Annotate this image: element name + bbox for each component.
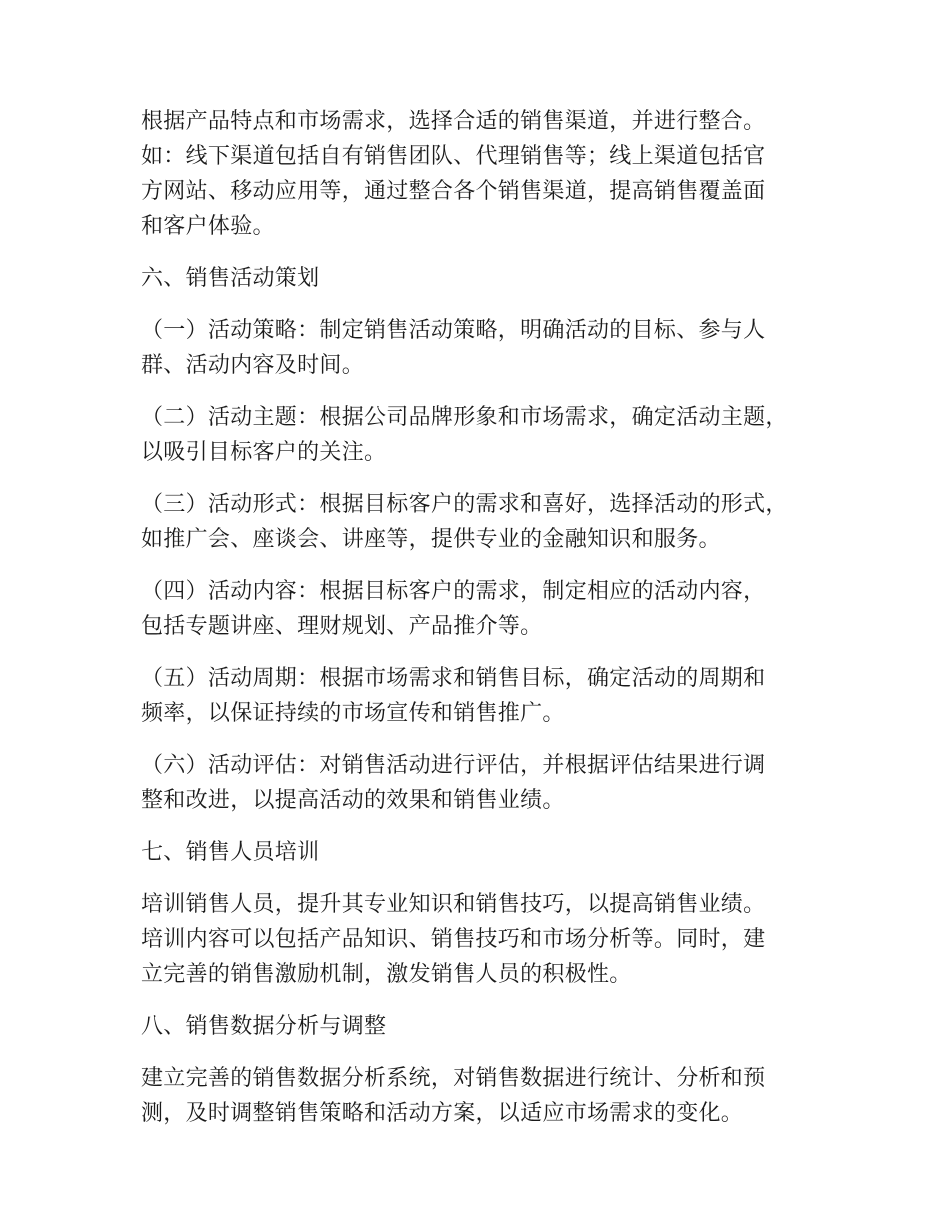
document-body — [141, 104, 831, 1131]
text-line: 以吸引目标客户的关注。 — [141, 440, 387, 465]
text-line: 培训销售人员，提升其专业知识和销售技巧，以提高销售业绩。 — [141, 892, 766, 917]
paragraph-sales-training — [141, 887, 831, 992]
text-line: （五）活动周期：根据市场需求和销售目标，确定活动的周期和 — [141, 666, 766, 691]
paragraph-activity-cycle — [141, 661, 831, 731]
text-line: 培训内容可以包括产品知识、销售技巧和市场分析等。同时，建 — [141, 927, 766, 952]
text-line: （四）活动内容：根据目标客户的需求，制定相应的活动内容， — [141, 579, 766, 604]
text-line: 群、活动内容及时间。 — [141, 353, 365, 378]
heading-text: 八、销售数据分析与调整 — [141, 1014, 387, 1039]
text-line: 根据产品特点和市场需求，选择合适的销售渠道，并进行整合。 — [141, 109, 766, 134]
paragraph-data-analysis — [141, 1061, 831, 1131]
text-line: （一）活动策略：制定销售活动策略，明确活动的目标、参与人 — [141, 318, 766, 343]
paragraph-activity-strategy — [141, 313, 831, 383]
paragraph-activity-format — [141, 487, 831, 557]
text-line: 和客户体验。 — [141, 214, 275, 239]
heading-text: 六、销售活动策划 — [141, 266, 320, 291]
heading-text: 七、销售人员培训 — [141, 840, 320, 865]
text-line: 频率，以保证持续的市场宣传和销售推广。 — [141, 701, 565, 726]
text-line: （二）活动主题：根据公司品牌形象和市场需求，确定活动主题， — [141, 405, 788, 430]
section-heading-7 — [141, 835, 831, 870]
section-heading-8 — [141, 1009, 831, 1044]
text-line: 方网站、移动应用等，通过整合各个销售渠道，提高销售覆盖面 — [141, 179, 766, 204]
text-line: （三）活动形式：根据目标客户的需求和喜好，选择活动的形式， — [141, 492, 788, 517]
text-line: 包括专题讲座、理财规划、产品推介等。 — [141, 614, 543, 639]
text-line: （六）活动评估：对销售活动进行评估，并根据评估结果进行调 — [141, 753, 766, 778]
paragraph-activity-content — [141, 574, 831, 644]
paragraph-activity-evaluation — [141, 748, 831, 818]
section-heading-6 — [141, 261, 831, 296]
text-line: 测，及时调整销售策略和活动方案，以适应市场需求的变化。 — [141, 1101, 744, 1126]
text-line: 立完善的销售激励机制，激发销售人员的积极性。 — [141, 962, 632, 987]
text-line: 如：线下渠道包括自有销售团队、代理销售等；线上渠道包括官 — [141, 144, 766, 169]
paragraph-channel-integration — [141, 104, 831, 244]
text-line: 如推广会、座谈会、讲座等，提供专业的金融知识和服务。 — [141, 527, 721, 552]
paragraph-activity-theme — [141, 400, 831, 470]
text-line: 建立完善的销售数据分析系统，对销售数据进行统计、分析和预 — [141, 1066, 766, 1091]
text-line: 整和改进，以提高活动的效果和销售业绩。 — [141, 788, 565, 813]
